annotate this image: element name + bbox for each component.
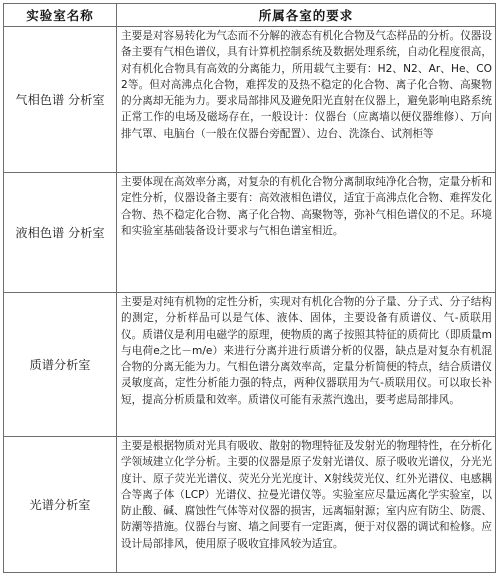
lab-name-cell: 质谱分析室: [4, 293, 117, 437]
table-row: [4, 173, 496, 293]
table-row: [4, 293, 496, 437]
requirements-cell: 主要是对纯有机物的定性分析，实现对有机化合物的分子量、分子式、分子结构的测定，分析样品可以是气体、液体、固体，主要设备有质谱仪、气-质联用仪。质谱仪是利用电磁学的原理，使物质的离子按照其特征的质荷比（即质量m与电荷e之比－m/e）来进行分离并进行质谱分析的仪器，缺点是对复杂有机混合物的分离无能为力。气相色谱分离效率高，定量分析简便的特点，结合质谱仪灵敏度高，定性分析能力强的特点，两种仪器联用为气-质联用仪。可以取长补短，提高分析质量和效率。质谱仪可能有汞蒸汽逸出，要考虑局部排风。: [117, 293, 496, 437]
table-row: [4, 27, 496, 173]
table-row: [4, 437, 496, 573]
lab-name-cell: 液相色谱 分析室: [4, 173, 117, 293]
lab-name-cell: 光谱分析室: [4, 437, 117, 573]
requirements-cell: 主要体现在高效率分离，对复杂的有机化合物分离制取纯净化合物，定量分析和定性分析，仪器设备主要有：高效液相色谱仪，适宜于高沸点化合物、难挥发化合物、热不稳定化合物、离子化合物、高聚物等，弥补气相色谱仪的不足。环境和实验室基础装备设计要求与气相色谱室相近。: [117, 173, 496, 293]
requirements-cell: 主要是对容易转化为气态而不分解的液态有机化合物及气态样品的分析。仪器设备主要有气相色谱仪，具有计算机控制系统及数据处理系统，自动化程度很高，对有机化合物具有高效的分离能力，所用载气主要有：H2、N2、Ar、He、CO2等。但对高沸点化合物，难挥发的及热不稳定的化合物、离子化合物、高聚物的分离却无能为力。要求局部排风及避免阳光直射在仪器上，避免影响电路系统正常工作的电场及磁场存在，一般设计：仪器台（应离墙以便仪器维修）、万向排气罩、电脑台（一般在仪器台旁配置）、边台、洗涤台、试剂柜等: [117, 27, 496, 173]
table-header-row: [4, 4, 496, 27]
lab-requirements-table: [3, 3, 496, 573]
lab-name-cell: 气相色谱 分析室: [4, 27, 117, 173]
header-lab-name: 实验室名称: [4, 4, 117, 27]
requirements-cell: 主要是根据物质对光具有吸收、散射的物理特征及发射光的物理特性，在分析化学领域建立化学分析。主要的仪器是原子发射光谱仪、原子吸收光谱仪，分光光度计、原子荧光光谱仪、荧光分光光度计、X射线荧光仪、红外光谱仪、电感耦合等离子体（LCP）光谱仪、拉曼光谱仪等。实验室应尽量远离化学实验室，以防止酸、碱、腐蚀性气体等对仪器的损害，远离辐射源；室内应有防尘、防震、防潮等措施。仪器台与窗、墙之间要有一定距离，便于对仪器的调试和检修。应设计局部排风，使用原子吸收宜排风较为适宜。: [117, 437, 496, 573]
header-requirements: 所属各室的要求: [117, 4, 496, 27]
